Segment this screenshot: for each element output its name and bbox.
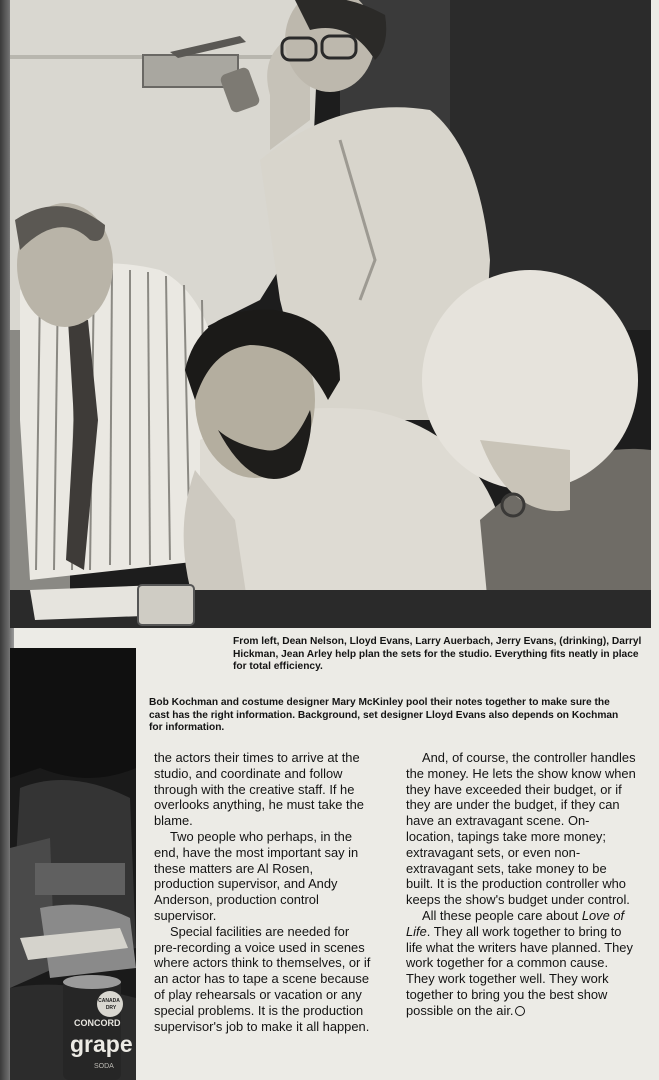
article-paragraph: Two people who perhaps, in the end, have the most important say in these matters are Al Rosen, production supervisor, and Andy Anderson, production control supervisor. bbox=[154, 828, 359, 923]
can-brand-text-2: DRY bbox=[105, 1005, 117, 1011]
bottom-photo-caption: Bob Kochman and costume designer Mary McKinley pool their notes together to make sure the cast has the right information. Background, set designer Lloyd Evans also depends on Kochman for information. bbox=[149, 697, 619, 733]
end-of-article-icon bbox=[515, 1006, 525, 1016]
can-soda-text: SODA bbox=[94, 1063, 114, 1070]
top-photo-caption: From left, Dean Nelson, Lloyd Evans, Larry Auerbach, Jerry Evans, (drinking), Darryl Hickman, Jean Arley help plan the sets for the studio. Everything fits neatly in place for total efficiency. bbox=[233, 636, 642, 672]
article-paragraph: Special facilities are needed for pre-recording a voice used in scenes where actors think to themselves, or if an actor has to tape a scene because of play rehearsals or vacation or any special problems. It is the production supervisor's job to make it all happen. bbox=[154, 923, 371, 1034]
kochman-mckinley-illustration bbox=[10, 648, 136, 1080]
can-brand-text: CANADA bbox=[98, 998, 120, 1004]
kochman-mckinley-photo bbox=[10, 648, 136, 1080]
production-meeting-illustration bbox=[10, 0, 651, 628]
can-logo-circle bbox=[97, 991, 123, 1017]
water-glass bbox=[138, 585, 194, 625]
production-meeting-photo bbox=[10, 0, 651, 628]
article-column-right bbox=[406, 750, 636, 1019]
show-title: Love of Life bbox=[406, 907, 625, 939]
can-grape-text: grape bbox=[70, 1031, 133, 1057]
can-flavor-text: CONCORD bbox=[74, 1018, 121, 1028]
article-paragraph-final: All these people care about Love of Life. They all work together to bring to life what the writers have planned. They work together for a common cause. They work together well. They work together to bring you the best show possible on the air. bbox=[406, 907, 633, 1018]
article-column-left bbox=[154, 750, 374, 1034]
article-paragraph: the actors their times to arrive at the studio, and coordinate and follow through with the creative staff. If he overlooks anything, he must take the blame. bbox=[154, 750, 364, 829]
article-paragraph: And, of course, the controller handles the money. He lets the show know when they have exceeded their budget, or if they are under the budget, if they can have an extravagant scene. On-location, tapings take more money; extravagant sets, or even non-extravagant sets, take money to be built. It is the production controller who keeps the show's budget under control. bbox=[406, 750, 636, 908]
